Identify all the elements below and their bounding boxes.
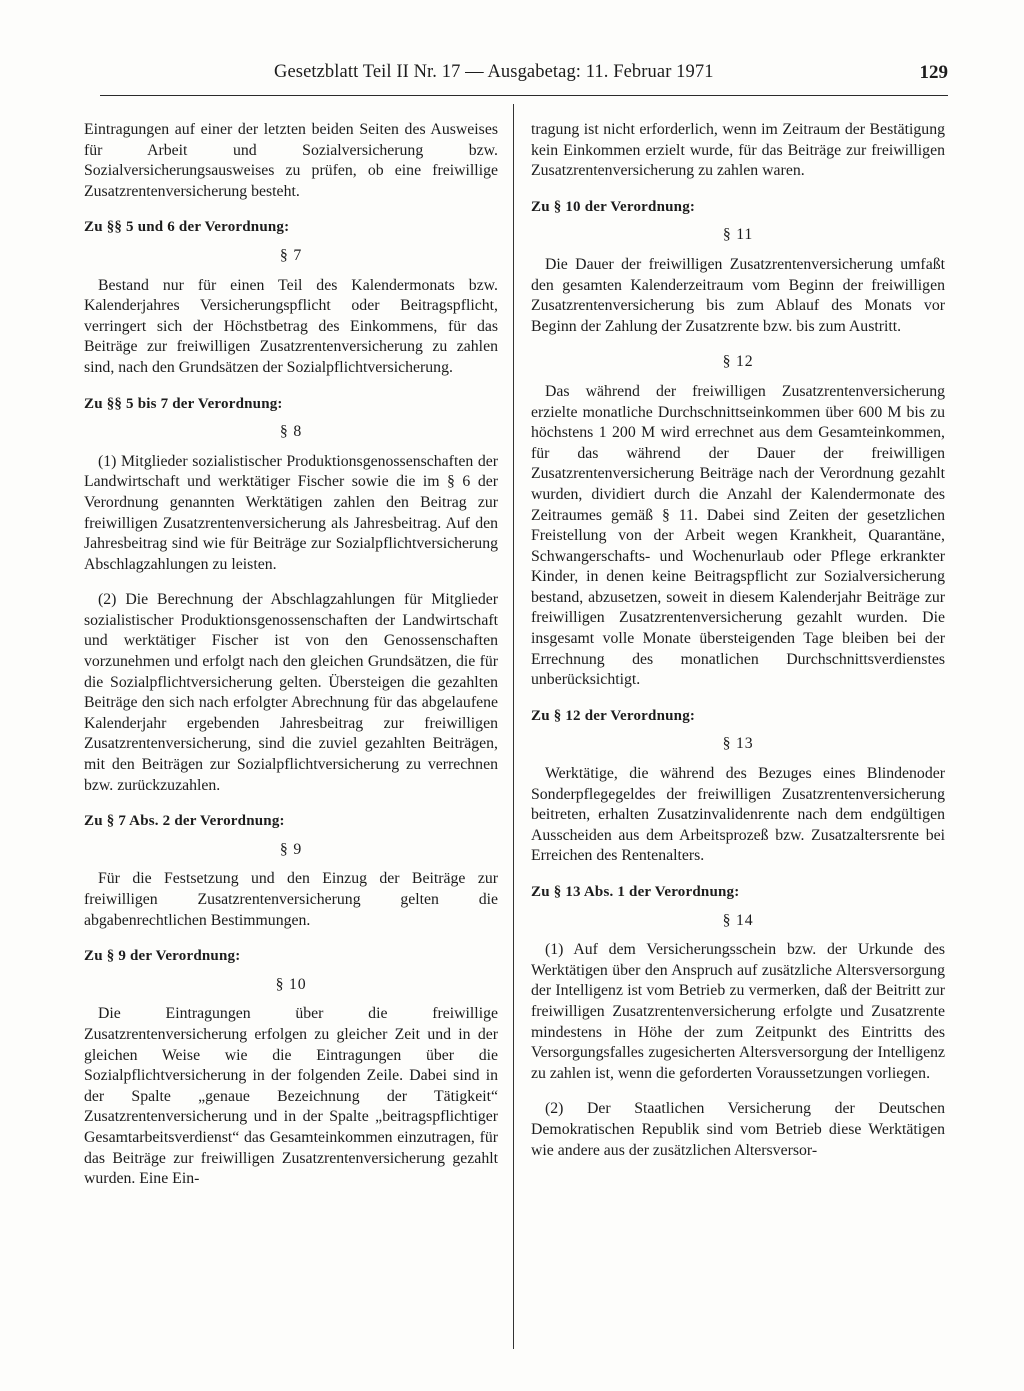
paragraph-intro: Eintragungen auf einer der letzten beiden Seiten des Ausweises für Arbeit und Sozialversicherung bzw. Sozialversicherungsausweises zu prüfen, ob eine freiwillige Zusatzrentenversicherung besteht. [84,121,498,200]
paragraph-10-continued: tragung ist nicht erforderlich, wenn im Zeitraum der Bestätigung kein Einkommen erzielt wurde, für das Beiträge zur freiwilligen Zusatzrentenversicherung zu zahlen waren. [531,121,945,180]
paragraph-14-2: (2) Der Staatlichen Versicherung der Deutschen Demokratischen Republik sind vom Betrieb diese Werktätigen wie andere aus der zusätzlichen Altersversor- [531,1100,945,1159]
paragraph-12: Das während der freiwilligen Zusatzrentenversicherung erzielte monatliche Durchschnittseinkommen über 600 M bis zu höchstens 1 200 M wird errechnet aus dem Gesamteinkommen, für das während der Dauer der freiwilligen Zusatzrentenversicherung Beiträge nach der Verordnung gezahlt wurden, dividiert durch die Anzahl der Kalendermonate des Zeitraumes gemäß § 11. Dabei sind Zeiten der gesetzlichen Freistellung von der Arbeit wegen Krankheit, Quarantäne, Schwangerschafts- und Wochenurlaub oder Pflege erkrankter Kinder, in denen keine Beitragspflicht zur Sozialversicherung bestand, abzusetzen, soweit in diesem Kalenderjahr Beiträge zur freiwilligen Zusatzrentenversicherung gezahlt wurden. Die insgesamt volle Monate übersteigenden Tage bleiben bei der Errechnung des monatlichen Durchschnittsverdienstes unberücksichtigt. [531,382,945,689]
paragraph-8-2: (2) Die Berechnung der Abschlagzahlungen für Mitglieder sozialistischer Produktionsgenossenschaften der Landwirtschaft und werktätiger Fischer ist von den Genossenschaften vorzunehmen und erfolgt nach den gleichen Grundsätzen, die für die Sozialpflichtversicherung gelten. Übersteigen die gezahlten Beiträge den sich nach erfolgter Abrechnung für das abgelaufene Kalenderjahr ergebenden Jahresbeitrag zur freiwilligen Zusatzrentenversicherung, sind die zuviel gezahlten Beiträgen, mit den Beiträgen zur Sozialpflichtversicherung zu verrechnen bzw. zurückzuzahlen. [84,591,498,794]
paragraph-10: Die Eintragungen über die freiwillige Zusatzrentenversicherung erfolgen zu gleicher Zeit und in der gleichen Weise wie die Eintragungen über die Sozialpflichtversicherung in der folgenden Zeile. Dabei sind in der Spalte „genaue Bezeichnung der Tätigkeit“ Zusatzrentenversicherung und in der Spalte „beitragspflichtiger Gesamtarbeitsverdienst“ das Gesamteinkommen einzutragen, für das Beiträge zur freiwilligen Zusatzrentenversicherung gezahlt wurden. Eine Ein- [84,1005,498,1188]
paragraph-9: Für die Festsetzung und den Einzug der Beiträge zur freiwilligen Zusatzrentenversicherung gelten die abgabenrechtlichen Bestimmungen. [84,870,498,929]
paragraph-13: Werktätige, die während des Bezuges eines Blindenoder Sonderpflegegeldes der freiwilligen Zusatzrentenversicherung beitreten, erhalten Zusatzinvalidenrente nach dem endgültigen Ausscheiden aus dem Arbeitsprozeß bzw. Zusatzaltersrente bei Erreichen des Rentenalters. [531,765,945,865]
paragraph-14-1: (1) Auf dem Versicherungsschein bzw. der Urkunde des Werktätigen über den Anspruch auf zusätzliche Altersversorgung der Intelligenz ist vom Betrieb zu vermerken, daß der Beitritt zur freiwilligen Zusatzrentenversicherung erfolgte und Zusatzrente mindestens in Höhe der zum Zeitpunkt des Eintritts des Versorgungsfalles zugesicherten Altersversorgung der Intelligenz zu zahlen ist, wenn die geforderten Voraussetzungen vorliegen. [531,941,945,1082]
left-column [84,120,498,1190]
section-number-13: § 13 [722,735,754,753]
section-number-9: § 9 [279,840,303,858]
paragraph-8-1: (1) Mitglieder sozialistischer Produktionsgenossenschaften der Landwirtschaft und werktätiger Fischer sowie die im § 6 der Verordnung genannten Werktätigen zahlen den Beitrag zur freiwilligen Zusatzrentenversicherung als Jahresbeitrag. Auf den Jahresbeitrag sind wie für Beiträge zur Sozialpflichtversicherung Abschlagzahlungen zu leisten. [84,452,498,573]
section-heading-9: Zu § 9 der Verordnung: [84,948,241,965]
header-rule [100,95,948,96]
page-number: 129 [919,62,948,83]
section-number-8: § 8 [279,423,303,441]
page-header [100,62,948,92]
section-heading-10: Zu § 10 der Verordnung: [531,198,696,215]
section-number-12: § 12 [722,353,754,371]
section-number-11: § 11 [722,226,754,244]
paragraph-11: Die Dauer der freiwilligen Zusatzrentenversicherung umfaßt den gesamten Kalenderzeitraum vom Beginn der freiwilligen Zusatzrentenversicherung bis zum Ablauf des Monats vor Beginn der Zahlung der Zusatzrente bzw. bis zum Austritt. [531,255,945,335]
header-title: Gesetzblatt Teil II Nr. 17 — Ausgabetag: 11. Februar 1971 [274,62,714,82]
paragraph-7: Bestand nur für einen Teil des Kalendermonats bzw. Kalenderjahres Versicherungspflicht oder Beitragspflicht, verringert sich der Höchstbetrag des Einkommens, für das Beiträge zur freiwilligen Zusatzrentenversicherung zu zahlen sind, nach den Grundsätzen der Sozialpflichtversicherung. [84,276,498,376]
section-heading-7-2: Zu § 7 Abs. 2 der Verordnung: [84,813,285,830]
section-number-14: § 14 [722,911,754,929]
section-number-10: § 10 [275,975,307,993]
section-heading-5-7: Zu §§ 5 bis 7 der Verordnung: [84,395,283,412]
column-divider [513,104,514,1349]
section-heading-12: Zu § 12 der Verordnung: [531,707,696,724]
right-column [531,120,945,1161]
section-heading-13-1: Zu § 13 Abs. 1 der Verordnung: [531,884,740,900]
section-heading-5-6: Zu §§ 5 und 6 der Verordnung: [84,219,290,236]
section-number-7: § 7 [279,246,303,264]
